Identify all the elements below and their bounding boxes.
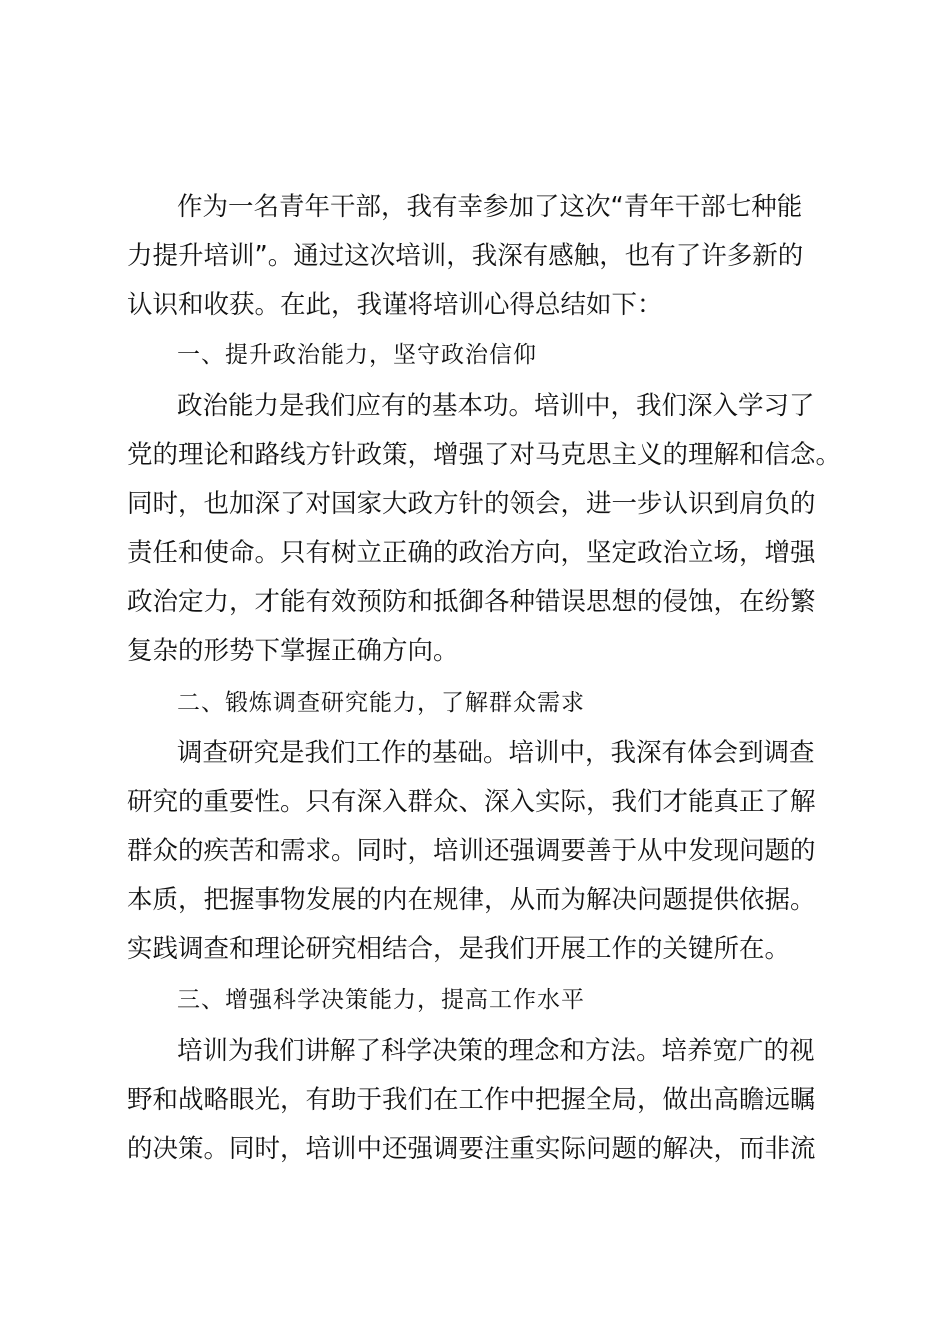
intro-line-1: 作为一名青年干部，我有幸参加了这次“青年干部七种能 [177, 192, 803, 222]
intro-line-2: 力提升培训”。通过这次培训，我深有感触，也有了许多新的 [127, 241, 804, 271]
section-2-line-3: 群众的疾苦和需求。同时，培训还强调要善于从中发现问题的 [127, 836, 816, 866]
section-2-line-1: 调查研究是我们工作的基础。培训中，我深有体会到调查 [177, 738, 815, 768]
section-1-heading: 一、提升政治能力，坚守政治信仰 [177, 342, 537, 368]
section-1-line-6: 复杂的形势下掌握正确方向。 [127, 636, 459, 666]
section-2-line-2: 研究的重要性。只有深入群众、深入实际，我们才能真正了解 [127, 787, 816, 817]
section-1-line-2: 党的理论和路线方针政策，增强了对马克思主义的理解和信念。 [127, 440, 842, 470]
section-3-line-3: 的决策。同时，培训中还强调要注重实际问题的解决，而非流 [127, 1134, 816, 1164]
section-3-line-1: 培训为我们讲解了科学决策的理念和方法。培养宽广的视 [177, 1036, 815, 1066]
section-3-line-2: 野和战略眼光，有助于我们在工作中把握全局，做出高瞻远瞩 [127, 1085, 816, 1115]
intro-line-3: 认识和收获。在此，我谨将培训心得总结如下： [127, 290, 663, 320]
section-2-heading: 二、锻炼调查研究能力，了解群众需求 [177, 690, 585, 716]
section-2-line-4: 本质，把握事物发展的内在规律，从而为解决问题提供依据。 [127, 885, 816, 915]
section-1-line-1: 政治能力是我们应有的基本功。培训中，我们深入学习了 [177, 391, 815, 421]
section-1-line-4: 责任和使命。只有树立正确的政治方向，坚定政治立场，增强 [127, 538, 816, 568]
section-1-line-3: 同时，也加深了对国家大政方针的领会，进一步认识到肩负的 [127, 489, 816, 519]
section-3-heading: 三、增强科学决策能力，提高工作水平 [177, 987, 585, 1013]
section-1-line-5: 政治定力，才能有效预防和抵御各种错误思想的侵蚀，在纷繁 [127, 587, 816, 617]
section-2-line-5: 实践调查和理论研究相结合，是我们开展工作的关键所在。 [127, 934, 791, 964]
